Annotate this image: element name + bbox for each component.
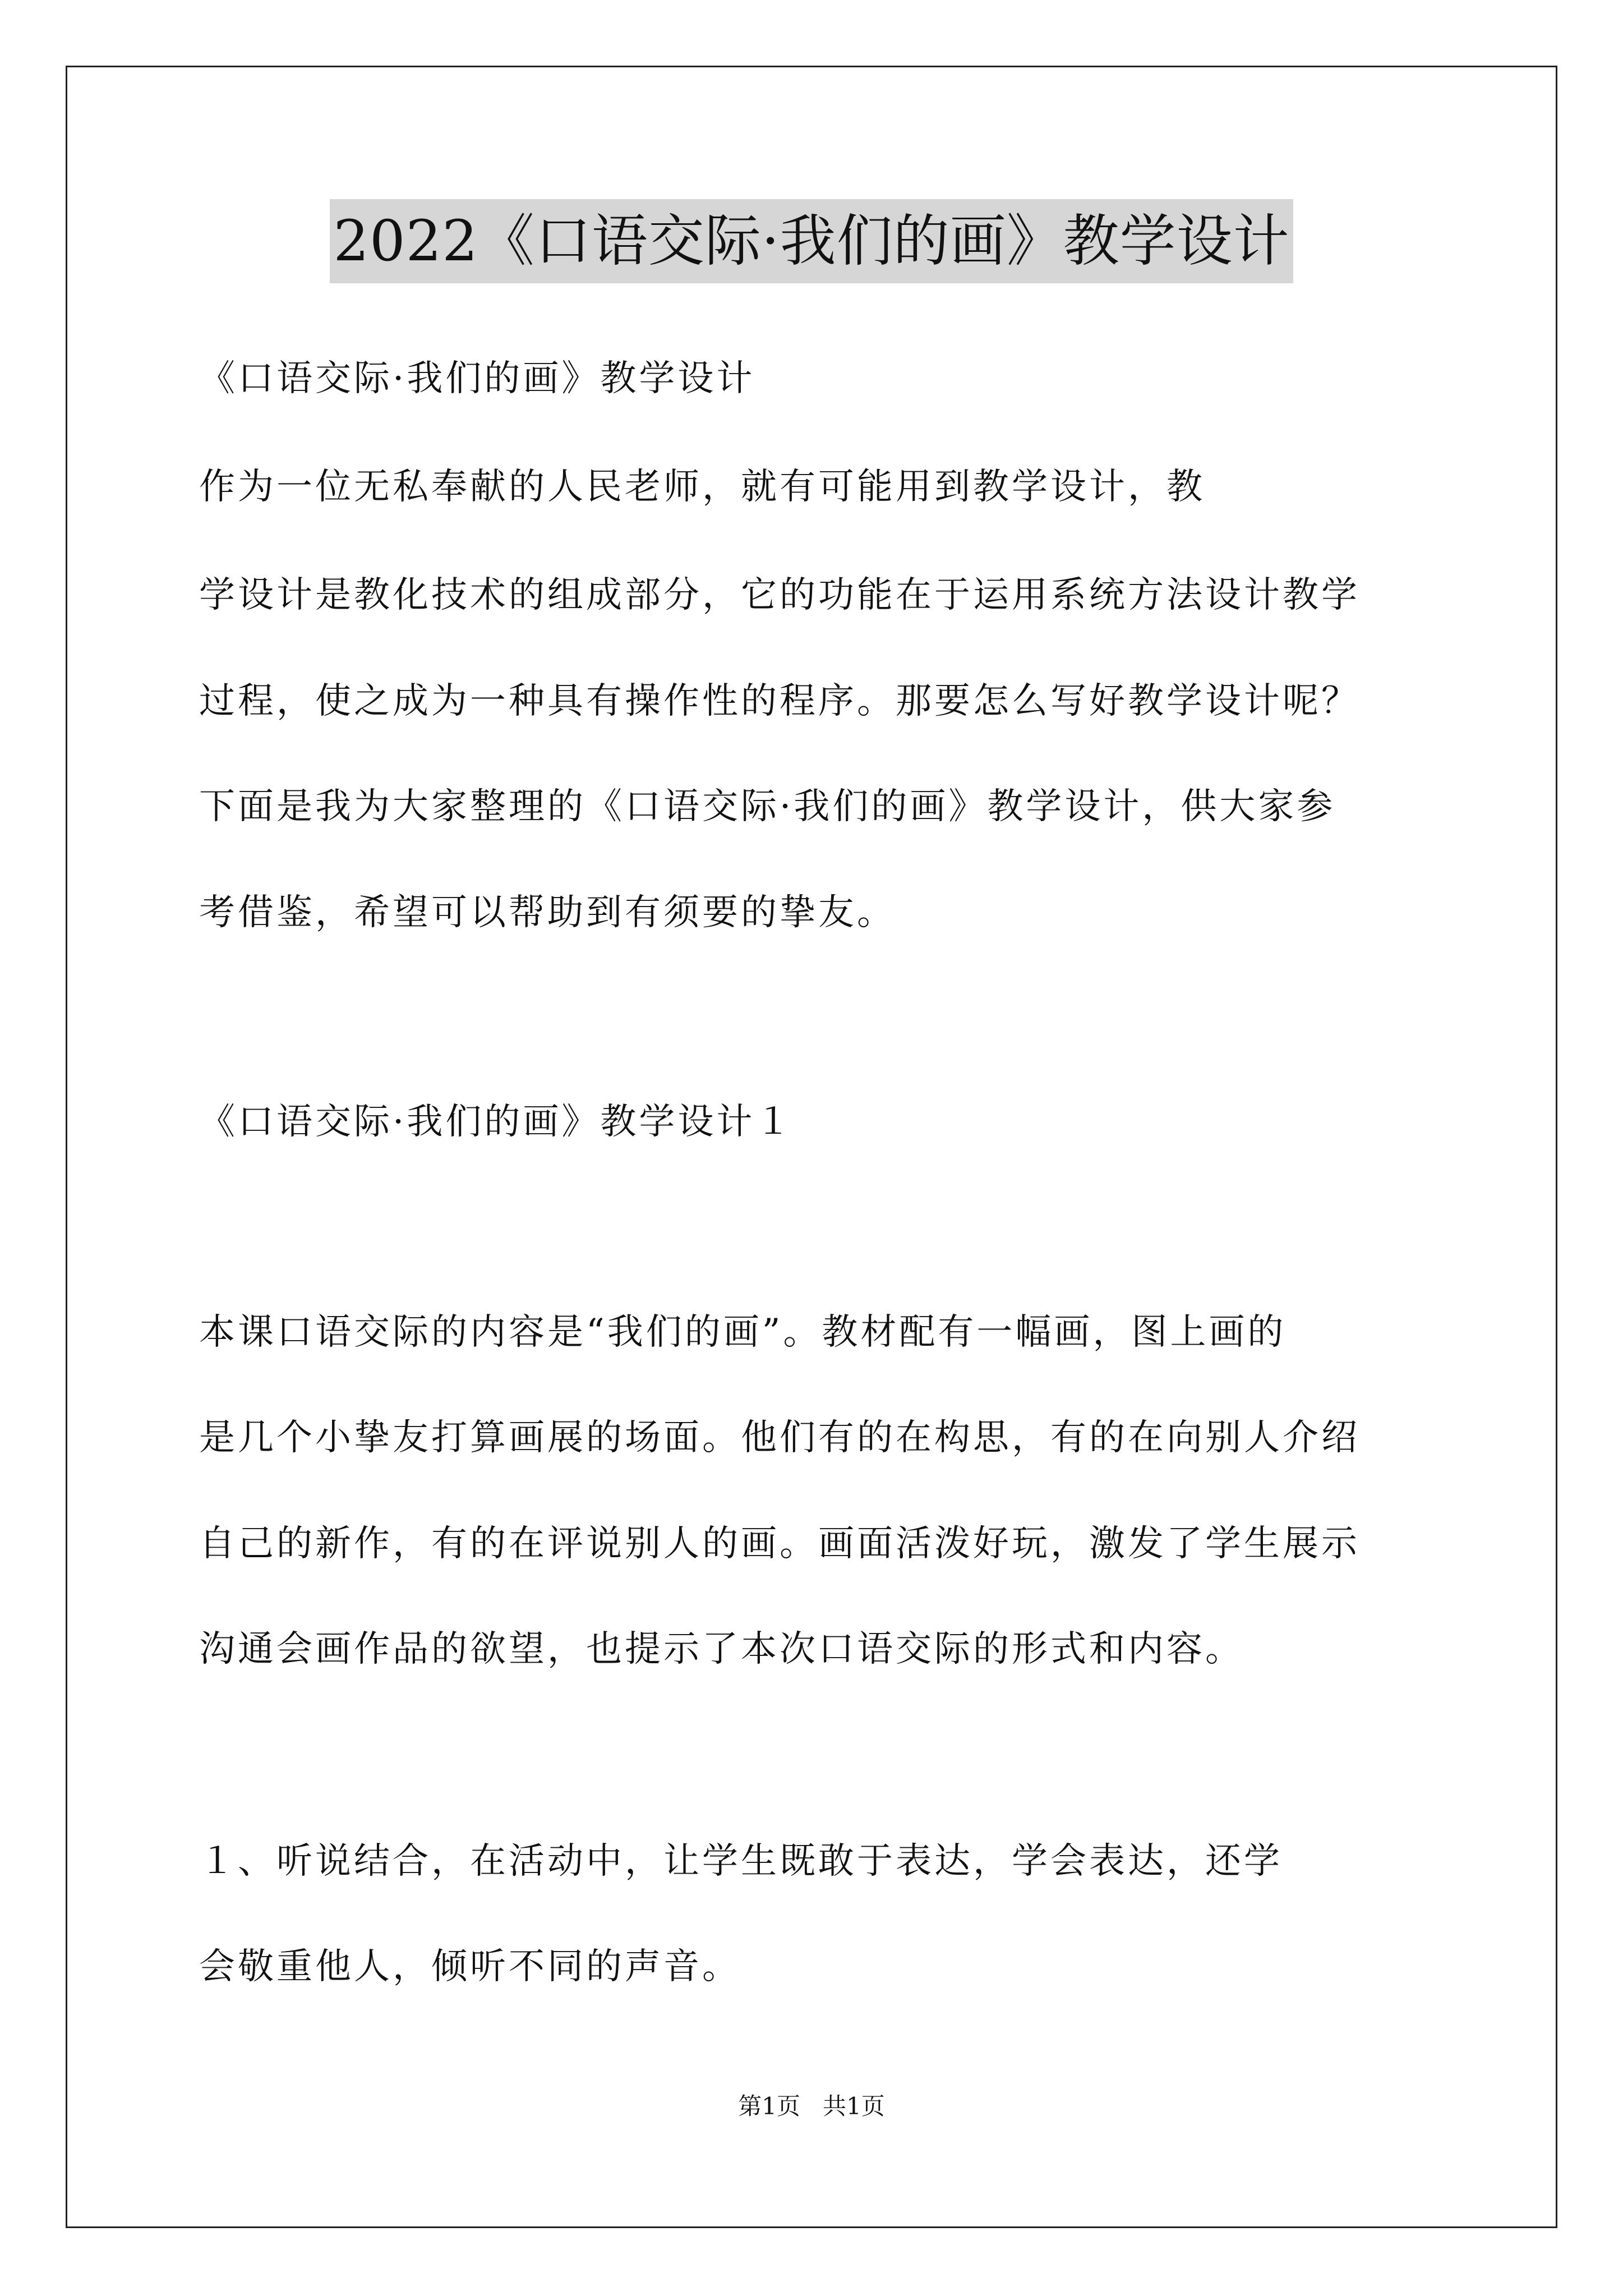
list-item-line: １、听说结合，在活动中，让学生既敢于表达，学会表达，还学 <box>199 1841 1283 1882</box>
page-footer: 第1页 共1页 <box>738 2092 885 2120</box>
paragraph-line: 下面是我为大家整理的《口语交际·我们的画》教学设计，供大家参 <box>199 786 1336 827</box>
paragraph-line: 考借鉴，希望可以帮助到有须要的挚友。 <box>199 892 896 933</box>
section-heading: 《口语交际·我们的画》教学设计１ <box>199 1101 794 1143</box>
paragraph-line: 作为一位无私奉献的人民老师，就有可能用到教学设计，教 <box>199 466 1205 508</box>
paragraph-line: 沟通会画作品的欲望，也提示了本次口语交际的形式和内容。 <box>199 1628 1244 1670</box>
paragraph-line: 本课口语交际的内容是“我们的画”。教材配有一幅画，图上画的 <box>199 1312 1287 1353</box>
paragraph-line: 是几个小挚友打算画展的场面。他们有的在构思，有的在向别人介绍 <box>199 1417 1360 1458</box>
list-item-line: 会敬重他人，倾听不同的声音。 <box>199 1946 741 1987</box>
paragraph-line: 学设计是教化技术的组成部分，它的功能在于运用系统方法设计教学 <box>199 574 1360 616</box>
title-container <box>0 199 1623 283</box>
paragraph-line: 自己的新作，有的在评说别人的画。画面活泼好玩，激发了学生展示 <box>199 1523 1360 1565</box>
paragraph-line: 过程，使之成为一种具有操作性的程序。那要怎么写好教学设计呢？ <box>199 680 1360 722</box>
subtitle-line: 《口语交际·我们的画》教学设计 <box>199 358 755 399</box>
document-title: 2022《口语交际·我们的画》教学设计 <box>330 199 1293 283</box>
